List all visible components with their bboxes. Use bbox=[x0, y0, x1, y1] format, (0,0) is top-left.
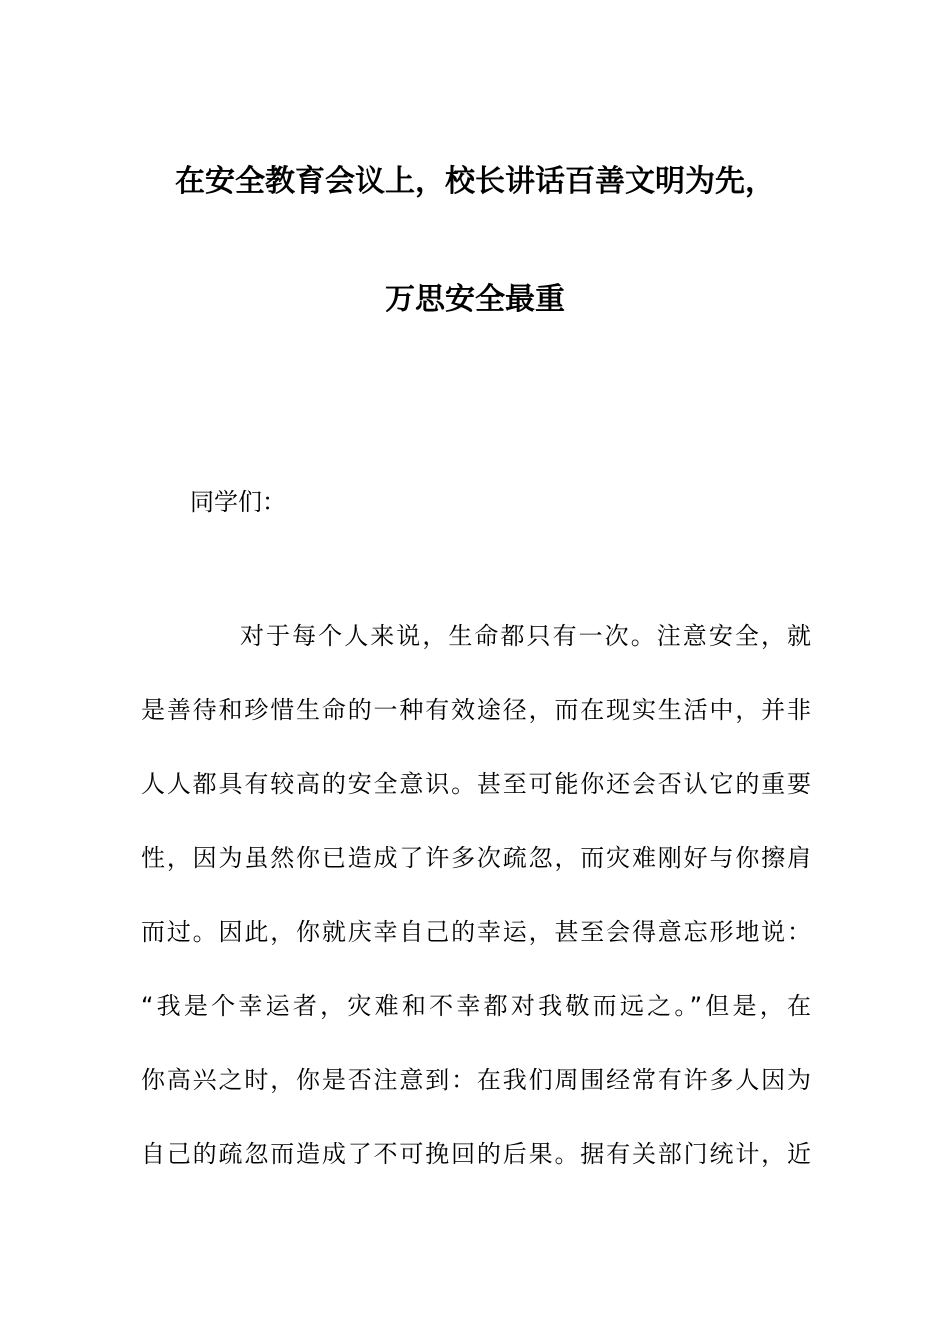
paragraph-line-1: 对于每个人来说，生命都只有一次。注意安全，就 bbox=[240, 622, 811, 650]
paragraph-line-5: 而过。因此，你就庆幸自己的幸运，甚至会得意忘形地说： bbox=[141, 918, 811, 946]
paragraph-line-3: 人人都具有较高的安全意识。甚至可能你还会否认它的重要 bbox=[141, 770, 811, 798]
paragraph-line-4: 性，因为虽然你已造成了许多次疏忽，而灾难刚好与你擦肩 bbox=[141, 844, 811, 872]
document-title-line-2: 万思安全最重 bbox=[385, 282, 565, 317]
paragraph-line-8: 自己的疏忽而造成了不可挽回的后果。据有关部门统计，近 bbox=[141, 1140, 811, 1168]
salutation: 同学们： bbox=[190, 488, 286, 516]
document-title-line-1: 在安全教育会议上，校长讲话百善文明为先， bbox=[175, 164, 775, 199]
paragraph-line-7: 你高兴之时，你是否注意到：在我们周围经常有许多人因为 bbox=[141, 1066, 811, 1094]
paragraph-line-2: 是善待和珍惜生命的一种有效途径，而在现实生活中，并非 bbox=[141, 696, 811, 724]
paragraph-line-6: “我是个幸运者，灾难和不幸都对我敬而远之。”但是，在 bbox=[141, 992, 811, 1020]
